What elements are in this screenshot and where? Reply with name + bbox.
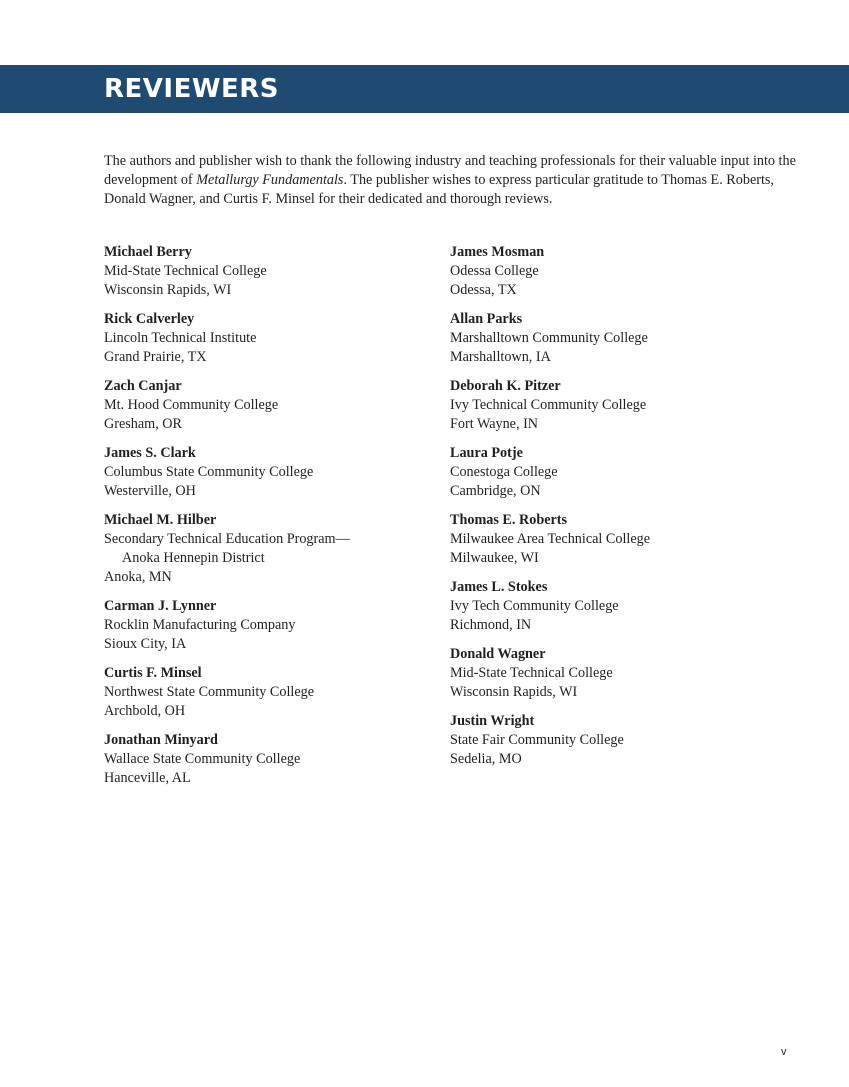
reviewer-entry	[450, 377, 780, 434]
reviewer-organization: Ivy Technical Community College	[450, 397, 647, 413]
page-title: REVIEWERS	[104, 74, 280, 104]
reviewer-organization: Rocklin Manufacturing Company	[104, 617, 296, 633]
reviewer-name: Jonathan Minyard	[104, 732, 218, 748]
reviewer-organization: Conestoga College	[450, 464, 558, 480]
reviewer-organization: State Fair Community College	[450, 732, 624, 748]
page-number: v	[781, 1046, 787, 1058]
reviewer-organization: Northwest State Community College	[104, 684, 315, 700]
reviewer-entry	[104, 664, 434, 721]
reviewer-organization: Columbus State Community College	[104, 464, 314, 480]
reviewer-name: Michael M. Hilber	[104, 512, 217, 528]
reviewer-entry	[450, 578, 780, 635]
reviewer-organization: Milwaukee Area Technical College	[450, 531, 651, 547]
reviewer-organization: Wallace State Community College	[104, 751, 301, 767]
reviewer-location: Sedelia, MO	[450, 751, 522, 767]
reviewer-organization: Ivy Tech Community College	[450, 598, 619, 614]
book-title: Metallurgy Fundamentals	[196, 172, 344, 188]
reviewer-organization: Secondary Technical Education Program—	[104, 531, 350, 547]
reviewer-location: Hanceville, AL	[104, 770, 191, 786]
reviewer-name: Carman J. Lynner	[104, 598, 217, 614]
reviewer-name: Michael Berry	[104, 244, 192, 260]
reviewer-entry	[104, 377, 434, 434]
reviewer-organization: Mt. Hood Community College	[104, 397, 279, 413]
intro-text-start: The authors and publisher wish to thank the following industry and teaching professionals for their valuable input into the development of	[104, 153, 796, 188]
reviewer-entry	[450, 645, 780, 702]
reviewer-organization: Odessa College	[450, 263, 539, 279]
reviewers-column-left	[104, 243, 434, 798]
reviewer-entry	[104, 731, 434, 788]
reviewer-name: Laura Potje	[450, 445, 523, 461]
reviewer-location: Fort Wayne, IN	[450, 416, 539, 432]
reviewer-organization: Lincoln Technical Institute	[104, 330, 257, 346]
reviewer-entry	[104, 511, 434, 587]
reviewer-location: Westerville, OH	[104, 483, 196, 499]
reviewer-entry	[104, 243, 434, 300]
reviewer-entry	[450, 712, 780, 769]
reviewer-location: Cambridge, ON	[450, 483, 541, 499]
reviewer-name: Donald Wagner	[450, 646, 546, 662]
section-banner	[0, 65, 849, 113]
reviewer-location: Wisconsin Rapids, WI	[450, 684, 578, 700]
reviewer-location: Grand Prairie, TX	[104, 349, 207, 365]
reviewer-name: Deborah K. Pitzer	[450, 378, 561, 394]
reviewer-organization: Mid-State Technical College	[104, 263, 267, 279]
reviewer-location: Wisconsin Rapids, WI	[104, 282, 232, 298]
reviewer-name: Rick Calverley	[104, 311, 195, 327]
reviewer-location: Gresham, OR	[104, 416, 183, 432]
reviewer-name: James L. Stokes	[450, 579, 548, 595]
reviewer-entry	[450, 243, 780, 300]
reviewer-entry	[104, 444, 434, 501]
reviewer-name: James Mosman	[450, 244, 545, 260]
reviewer-name: Justin Wright	[450, 713, 535, 729]
reviewer-location: Odessa, TX	[450, 282, 517, 298]
reviewer-name: Allan Parks	[450, 311, 523, 327]
reviewer-location: Marshalltown, IA	[450, 349, 551, 365]
reviewer-location: Anoka, MN	[104, 569, 172, 585]
reviewers-column-right	[450, 243, 780, 779]
reviewer-name: Zach Canjar	[104, 378, 182, 394]
intro-paragraph	[104, 152, 804, 209]
reviewer-name: James S. Clark	[104, 445, 196, 461]
reviewer-location: Sioux City, IA	[104, 636, 187, 652]
reviewer-organization: Mid-State Technical College	[450, 665, 613, 681]
reviewer-entry	[104, 597, 434, 654]
reviewer-entry	[450, 310, 780, 367]
reviewer-organization: Marshalltown Community College	[450, 330, 648, 346]
reviewer-entry	[450, 444, 780, 501]
intro-text-end: . The publisher wishes to express particular gratitude to Thomas E. Roberts, Donald Wagner, and Curtis F. Minsel for their dedicated and thorough reviews.	[104, 172, 774, 207]
reviewer-entry	[104, 310, 434, 367]
reviewer-location: Archbold, OH	[104, 703, 186, 719]
reviewer-organization-continued: Anoka Hennepin District	[122, 550, 265, 566]
reviewer-entry	[450, 511, 780, 568]
reviewer-location: Richmond, IN	[450, 617, 532, 633]
reviewer-name: Thomas E. Roberts	[450, 512, 568, 528]
reviewer-name: Curtis F. Minsel	[104, 665, 202, 681]
reviewer-location: Milwaukee, WI	[450, 550, 539, 566]
